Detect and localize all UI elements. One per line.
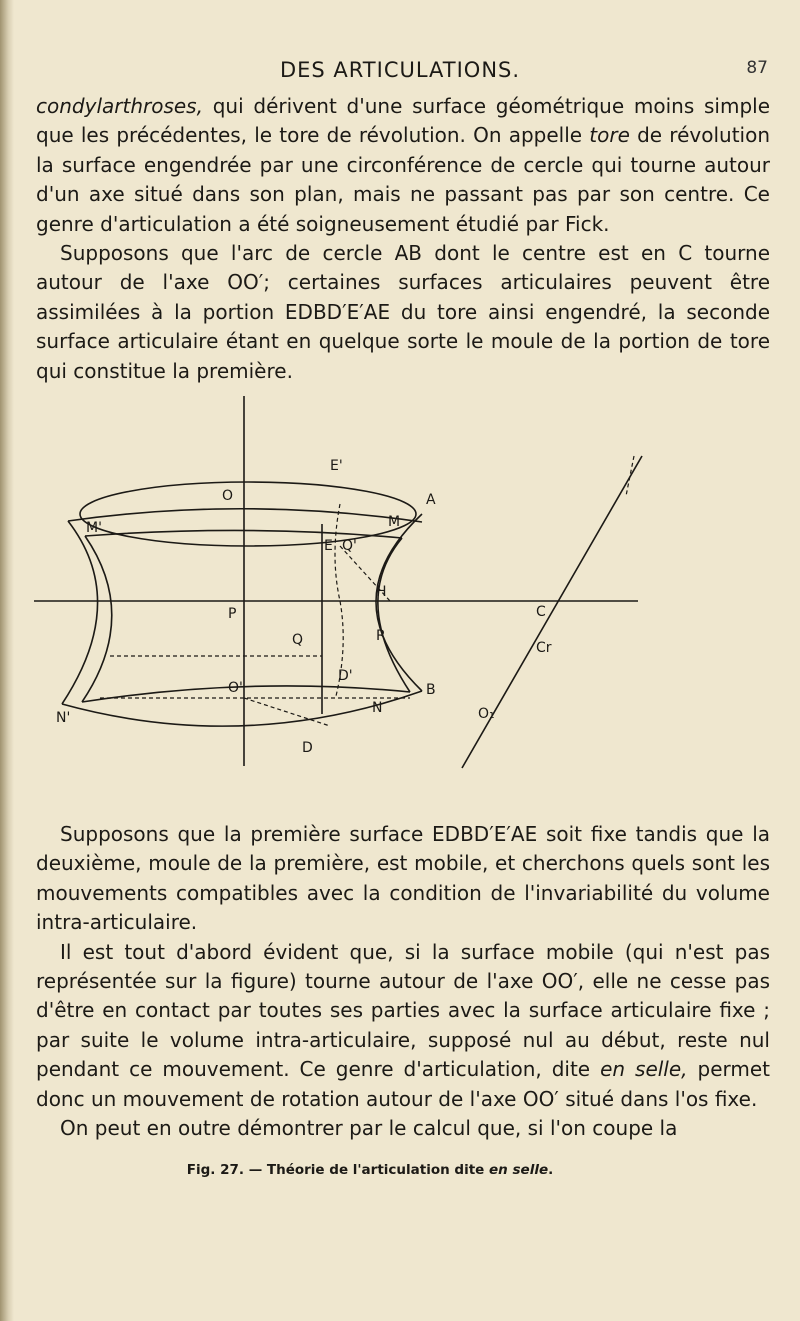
label-m: M [388,514,401,530]
label-q: Q [292,632,304,648]
page-binding-edge [0,0,14,1321]
page-title: DES ARTICULATIONS. [279,58,521,82]
label-o1: O₁ [478,706,495,722]
label-q-prime: Q' [342,538,357,554]
caption-italic: en selle [489,1162,549,1178]
right-profile-inner [378,538,410,692]
caption-suffix: . [548,1162,554,1178]
paragraph-text: de révolution la surface engendrée par une circonférence de cercle qui tourne autour d'un axe situé dans son plan, mais ne passant pas par son centre. Ce genre d'articulation a été soigneusement étudié par Fick. [36,123,771,236]
paragraph-intro [36,92,770,239]
figure-caption [30,1162,710,1178]
torus-diagram [30,396,650,776]
bottom-ellipse-back [82,686,410,702]
label-h: H [376,584,387,600]
label-e-prime: E' [330,458,343,474]
paragraph-text: Il est tout d'abord évident que, si la surface mobile (qui n'est pas représentée sur la figure) tourne autour de l'axe OO′, elle ne cesse pas d'être en contact par toutes ses parties avec la surface articulaire fixe ; par suite le volume intra-articulaire, supposé nul au début, reste nul pendant ce mouvement. Ce genre d'articulation, dite [36,939,770,1082]
running-head [0,58,800,84]
paragraph-evident [36,938,770,1114]
chord-m-m [68,509,422,522]
paragraph-calcul: On peut en outre démontrer par le calcul que, si l'on coupe la [60,1116,678,1141]
label-m-prime: M' [86,520,102,536]
label-p: P [228,606,237,622]
label-o-prime: O' [228,680,243,696]
caption-prefix: Fig. 27. — Théorie de l'articulation dite [186,1162,490,1178]
text-block-top [36,92,770,386]
label-a: A [426,492,436,508]
italic-term: condylarthroses, [36,94,203,118]
paragraph-text: qui dérivent d'une surface géométrique moins simple que les précédentes, le tore de révolution. On appelle [36,94,770,148]
bottom-ellipse-front [62,691,422,726]
label-c: C [536,604,546,620]
page-number: 87 [746,58,768,78]
paragraph-premiere-surface: Supposons que la première surface EDBD′E′AE soit fixe tandis que la deuxième, moule de la première, est mobile, et cherchons quels sont les mouvements compatibles avec la condition de l'invariabilité du volume intra-articulaire. [36,822,770,935]
paragraph-supposons-arc: Supposons que l'arc de cercle AB dont le centre est en C tourne autour de l'axe OO′; certaines surfaces articulaires peuvent être assimilées à la portion EDBD′E′AE du tore ainsi engendré, la seconde surface articulaire étant en quelque sorte le moule de la portion de tore qui constitue la première. [36,241,770,383]
label-n: N [372,700,383,716]
label-cr: Cr [536,640,552,656]
label-b: B [426,682,436,698]
label-d: D [302,740,313,756]
italic-term: tore [589,123,630,148]
text-block-bottom [36,820,770,1143]
figure-labels [56,458,552,756]
label-n-prime: N' [56,710,71,726]
label-o: O [222,488,234,504]
label-e: E [324,538,333,554]
italic-term: en selle, [600,1057,688,1082]
label-r: R [376,628,386,644]
label-d-prime: D' [338,668,353,684]
paragraph-text: permet donc un mouvement de rotation autour de l'axe OO′ situé dans l'os fixe. [36,1057,770,1111]
